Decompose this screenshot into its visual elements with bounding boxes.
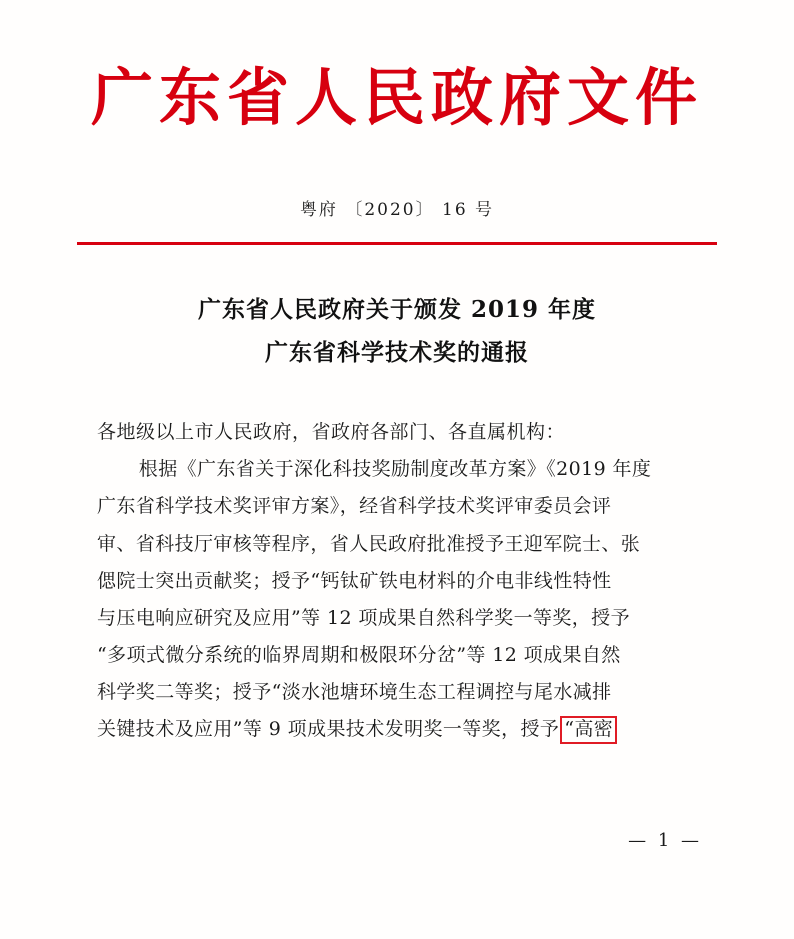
document-title-line-1: 广东省人民政府关于颁发 2019 年度 bbox=[197, 296, 597, 324]
body-line-text: “多项式微分系统的临界周期和极限环分岔”等 12 项成果自然 bbox=[97, 643, 621, 666]
salutation: 各地级以上市人民政府，省政府各部门、各直属机构： bbox=[97, 421, 566, 444]
body-line bbox=[97, 488, 697, 525]
body-line-text: 关键技术及应用”等 9 项成果技术发明奖一等奖，授予 bbox=[97, 717, 560, 740]
document-title bbox=[97, 289, 697, 374]
body-line bbox=[97, 451, 697, 488]
highlighted-text-annotation: “高密 bbox=[560, 716, 617, 744]
document-title-line-2: 广东省科学技术奖的通报 bbox=[265, 338, 529, 366]
body-line bbox=[97, 674, 697, 711]
body-line bbox=[97, 526, 697, 563]
body-line-text: 科学奖二等奖；授予“淡水池塘环境生态工程调控与尾水减排 bbox=[97, 680, 612, 703]
body-line bbox=[97, 711, 697, 748]
body-line-text: 偲院士突出贡献奖；授予“钙钛矿铁电材料的介电非线性特性 bbox=[97, 569, 612, 592]
body-line bbox=[97, 637, 697, 674]
document-body bbox=[97, 245, 697, 748]
document-number: 粤府 〔2020〕 16 号 bbox=[299, 200, 495, 221]
page-number-footer: — 1 — bbox=[628, 830, 702, 851]
masthead-title: 广东省人民政府文件 bbox=[90, 61, 703, 134]
body-line-text: 广东省科学技术奖评审方案》，经省科学技术奖评审委员会评 bbox=[97, 495, 612, 518]
masthead bbox=[0, 0, 794, 133]
body-line bbox=[97, 563, 697, 600]
body-line bbox=[97, 600, 697, 637]
body-line-text: 审、省科技厅审核等程序，省人民政府批准授予王迎军院士、张 bbox=[97, 532, 641, 555]
body-line-text: 根据《广东省关于深化科技奖励制度改革方案》《2019 年度 bbox=[138, 458, 652, 481]
body-line-text: 与压电响应研究及应用”等 12 项成果自然科学奖一等奖，授予 bbox=[97, 606, 630, 629]
body-paragraph bbox=[97, 451, 697, 747]
